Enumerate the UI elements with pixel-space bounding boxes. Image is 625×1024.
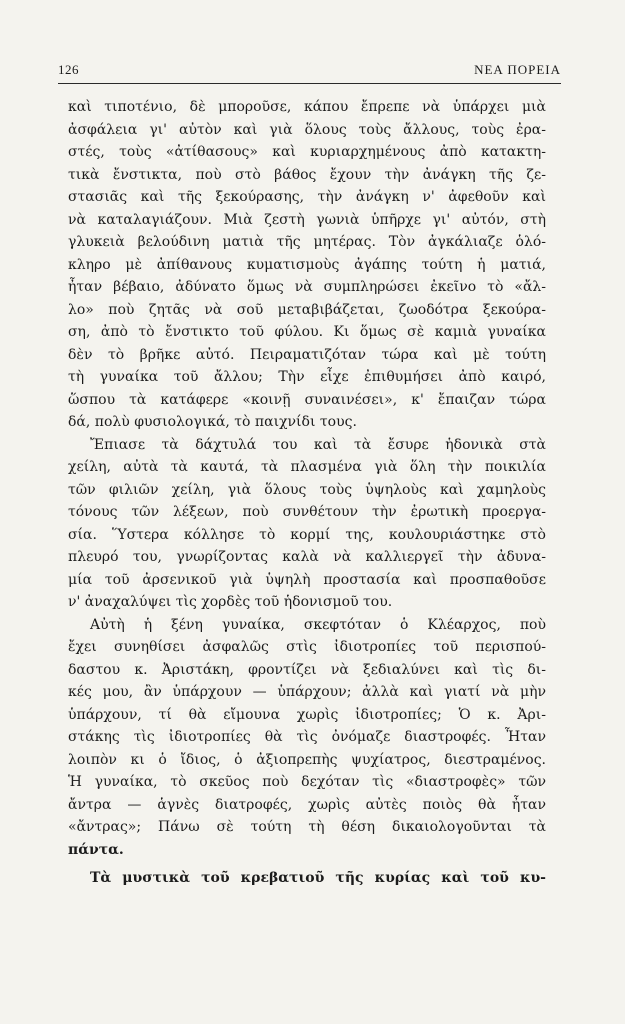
text-line: ὥσπου τὰ κατάφερε «κοινῇ συναινέσει», κ' ἔπαιζαν τώρα — [68, 391, 546, 408]
text-line: ν' ἀναχαλύψει τὶς χορδὲς τοῦ ἡδονισμοῦ του. — [68, 594, 393, 610]
text-line: Τὰ μυστικὰ τοῦ κρεβατιοῦ τῆς κυρίας καὶ τοῦ κυ- — [90, 870, 546, 886]
text-line: νὰ καταλαγιάζουν. Μιὰ ζεστὴ γωνιὰ ὑπῆρχε γι' αὐτόν, στὴ — [68, 211, 546, 228]
body-text — [68, 96, 546, 890]
text-line: τόνους τῶν λέξεων, ποὺ συνθέτουν τὴν ἐρωτικὴ προεργα- — [68, 504, 546, 520]
page-header — [58, 62, 561, 82]
text-line: «ἄντρας»; Πάνω σὲ τούτη τὴ θέση δικαιολογοῦνται τὰ — [68, 819, 546, 835]
text-line: στές, τοὺς «ἀτίθασους» καὶ κυριαρχημένους ἀπὸ κατακτη- — [68, 144, 546, 160]
text-line: στασιᾶς καὶ τῆς ξεκούρασης, τὴν ἀνάγκη ν' ἀφεθοῦν καὶ — [68, 189, 546, 205]
text-line: τῶν φιλιῶν χείλη, γιὰ ὅλους τοὺς ὑψηλοὺς καὶ χαμηλοὺς — [68, 481, 546, 498]
text-line: λο» ποὺ ζητᾶς νὰ σοῦ μεταβιβάζεται, ζωοδότρα ξεκούρα- — [68, 301, 546, 318]
text-line: ἄντρα — ἁγνὲς διατροφές, χωρὶς αὐτὲς ποιὸς θὰ ἦταν — [68, 796, 546, 813]
text-line: δά, πολὺ φυσιολογικά, τὸ παιχνίδι τους. — [68, 414, 357, 430]
text-line: κές μου, ἂν ὑπάρχουν — ὑπάρχουν; ἀλλὰ καὶ γιατί νὰ μὴν — [68, 684, 546, 700]
text-line: λοιπὸν κι ὁ ἴδιος, ὁ ἀξιοπρεπὴς ψυχίατρος, διεστραμένος. — [68, 751, 546, 768]
text-line: τικὰ ἔνστικτα, ποὺ στὸ βάθος ἔχουν τὴν ἀνάγκη τῆς ζε- — [68, 166, 546, 183]
running-head: ΝΕΑ ΠΟΡΕΙΑ — [474, 62, 561, 77]
text-line: χείλη, αὐτὰ τὰ καυτά, τὰ πλασμένα γιὰ ὅλη τὴν ποικιλία — [68, 459, 546, 475]
text-line: Ἡ γυναίκα, τὸ σκεῦος ποὺ δεχόταν τὶς «διαστροφὲς» τῶν — [68, 774, 546, 790]
page-number: 126 — [58, 62, 79, 77]
text-line: ἔχει συνηθίσει ἀσφαλῶς στὶς ἰδιοτροπίες τοῦ περισπού- — [68, 639, 546, 655]
text-line: Ἔπιασε τὰ δάχτυλά του καὶ τὰ ἔσυρε ἡδονικὰ στὰ — [90, 436, 546, 453]
text-line: δαστου κ. Ἀριστάκη, φροντίζει νὰ ξεδιαλύνει καὶ τὶς δι- — [68, 661, 546, 678]
text-line: κληρο μὲ ἀπίθανους κυματισμοὺς ἀγάπης τούτη ἡ ματιά, — [68, 256, 546, 273]
header-rule — [58, 83, 561, 84]
text-line: στάκης τὶς ἰδιοτροπίες θὰ τὶς ὀνόμαζε διαστροφές. Ἦταν — [68, 729, 546, 745]
text-line: καὶ τιποτένιο, δὲ μποροῦσε, κάπου ἔπρεπε νὰ ὑπάρχει μιὰ — [68, 99, 546, 115]
text-line: ἦταν βέβαιο, ἀδύνατο ὅμως νὰ συμπληρώσει ἐκεῖνο τὸ «ἄλ- — [68, 279, 546, 295]
text-line: μία τοῦ ἀρσενικοῦ γιὰ ὑψηλὴ προστασία καὶ προσπαθοῦσε — [68, 571, 546, 588]
text-line: σία. Ὕστερα κόλλησε τὸ κορμί της, κουλουριάστηκε στὸ — [68, 526, 546, 543]
text-line: γλυκειὰ βελούδινη ματιὰ τῆς μητέρας. Τὸν ἀγκάλιαζε ὁλό- — [68, 234, 546, 250]
text-line: ση, ἀπὸ τὸ ἔνστικτο τοῦ φύλου. Κι ὅμως σὲ καμιὰ γυναίκα — [68, 324, 546, 340]
text-line: δὲν τὸ βρῆκε αὐτό. Πειραματιζόταν τώρα καὶ μὲ τούτη — [68, 346, 546, 363]
text-line: πλευρό του, γνωρίζοντας καλὰ νὰ καλλιεργεῖ τὴν ἀδυνα- — [68, 549, 546, 565]
text-line: Αὐτὴ ἡ ξένη γυναίκα, σκεφτόταν ὁ Κλέαρχος, ποὺ — [90, 616, 546, 633]
text-line: τὴ γυναίκα τοῦ ἄλλου; Τὴν εἶχε ἐπιθυμήσει ἀπὸ καιρό, — [68, 369, 546, 385]
text-line: ὑπάρχουν, τί θὰ εἴμουνα χωρὶς ἰδιοτροπίες; Ὁ κ. Ἀρι- — [68, 706, 546, 723]
text-line: ἀσφάλεια γι' αὐτὸν καὶ γιὰ ὅλους τοὺς ἄλλους, τοὺς ἐρα- — [68, 121, 546, 138]
text-line: πάντα. — [68, 841, 124, 858]
